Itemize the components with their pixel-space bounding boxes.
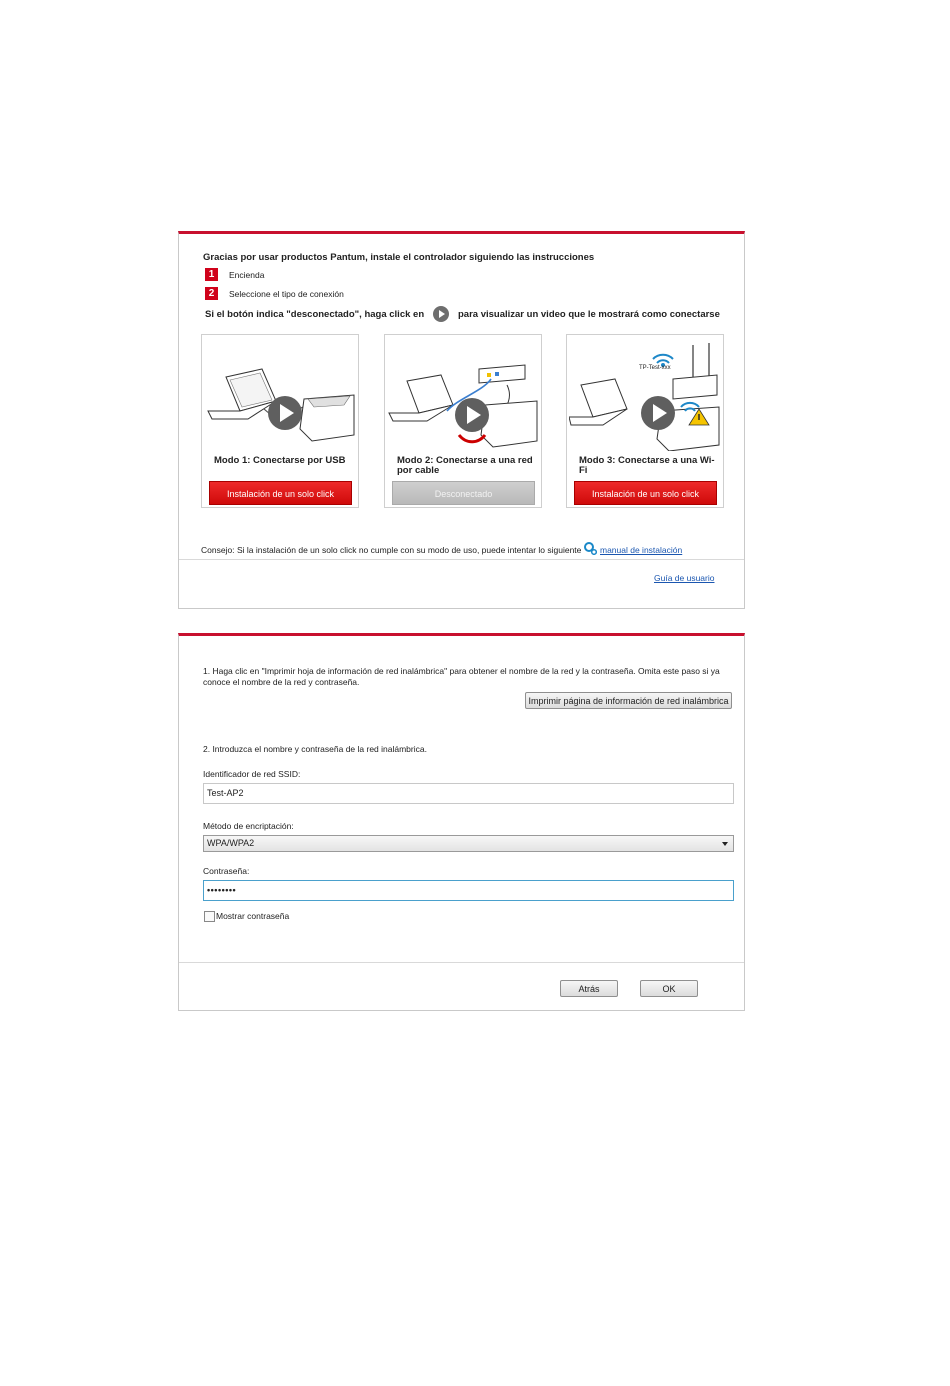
print-wireless-info-button[interactable]: Imprimir página de información de red inalámbrica (525, 692, 732, 709)
step-2-instructions: 2. Introduzca el nombre y contraseña de la red inalámbrica. (203, 744, 427, 754)
wifi-settings-window (178, 633, 745, 1011)
tip-row (201, 545, 581, 555)
wired-disconnected-button[interactable]: Desconectado (392, 481, 535, 505)
tip-text: Si la instalación de un solo click no cumple con su modo de uso, puede intentar lo siguiente (236, 545, 582, 555)
note-before: Si el botón indica "desconectado", haga click en (205, 309, 425, 320)
note-after: para visualizar un video que le mostrará como conectarse (458, 309, 720, 320)
ok-button[interactable]: OK (640, 980, 698, 997)
router-label: TP-Test-xxx (639, 365, 671, 371)
mode-1-title: Modo 1: Conectarse por USB (214, 455, 346, 466)
mode-card-usb (201, 334, 359, 508)
intro-text: Gracias por usar productos Pantum, instale el controlador siguiendo las instrucciones (203, 252, 595, 263)
ssid-input[interactable]: Test-AP2 (203, 783, 734, 804)
step-2-badge: 2 (205, 287, 218, 300)
wifi-install-button[interactable]: Instalación de un solo click (574, 481, 717, 505)
encryption-select[interactable] (203, 835, 734, 852)
wired-connection-illustration-icon (387, 339, 539, 451)
ssid-label: Identificador de red SSID: (203, 769, 301, 779)
usb-install-button[interactable]: Instalación de un solo click (209, 481, 352, 505)
encryption-label: Método de encriptación: (203, 821, 294, 831)
gear-icon (583, 541, 597, 555)
wifi-connection-illustration-icon (569, 339, 721, 451)
mode-3-title: Modo 3: Conectarse a una Wi-Fi (579, 455, 715, 476)
chevron-down-icon (722, 842, 728, 846)
play-icon[interactable] (433, 306, 449, 322)
step-1-instructions: 1. Haga clic en "Imprimir hoja de información de red inalámbrica" para obtener el nombre de la red y la contraseña. Omita este paso si ya conoce el nombre de la red y contraseña. (203, 666, 720, 687)
step-1-badge: 1 (205, 268, 218, 281)
encryption-value: WPA/WPA2 (207, 838, 255, 848)
mode-card-wired (384, 334, 542, 508)
user-guide-link[interactable]: Guía de usuario (654, 573, 715, 583)
show-password-label: Mostrar contraseña (216, 911, 290, 921)
usb-connection-illustration-icon (204, 339, 356, 451)
password-label: Contraseña: (203, 866, 250, 876)
step-2-text: Seleccione el tipo de conexión (229, 289, 344, 299)
mode-card-wifi (566, 334, 724, 508)
mode-2-title: Modo 2: Conectarse a una red por cable (397, 455, 533, 476)
installer-window (178, 231, 745, 609)
manual-link[interactable]: manual de instalación (600, 545, 683, 555)
step-1-text: Encienda (229, 270, 265, 280)
divider (179, 559, 744, 560)
password-input[interactable]: •••••••• (203, 880, 734, 901)
tip-label: Consejo: (201, 545, 235, 555)
show-password-checkbox[interactable] (204, 911, 215, 922)
back-button[interactable]: Atrás (560, 980, 618, 997)
divider (179, 962, 744, 963)
